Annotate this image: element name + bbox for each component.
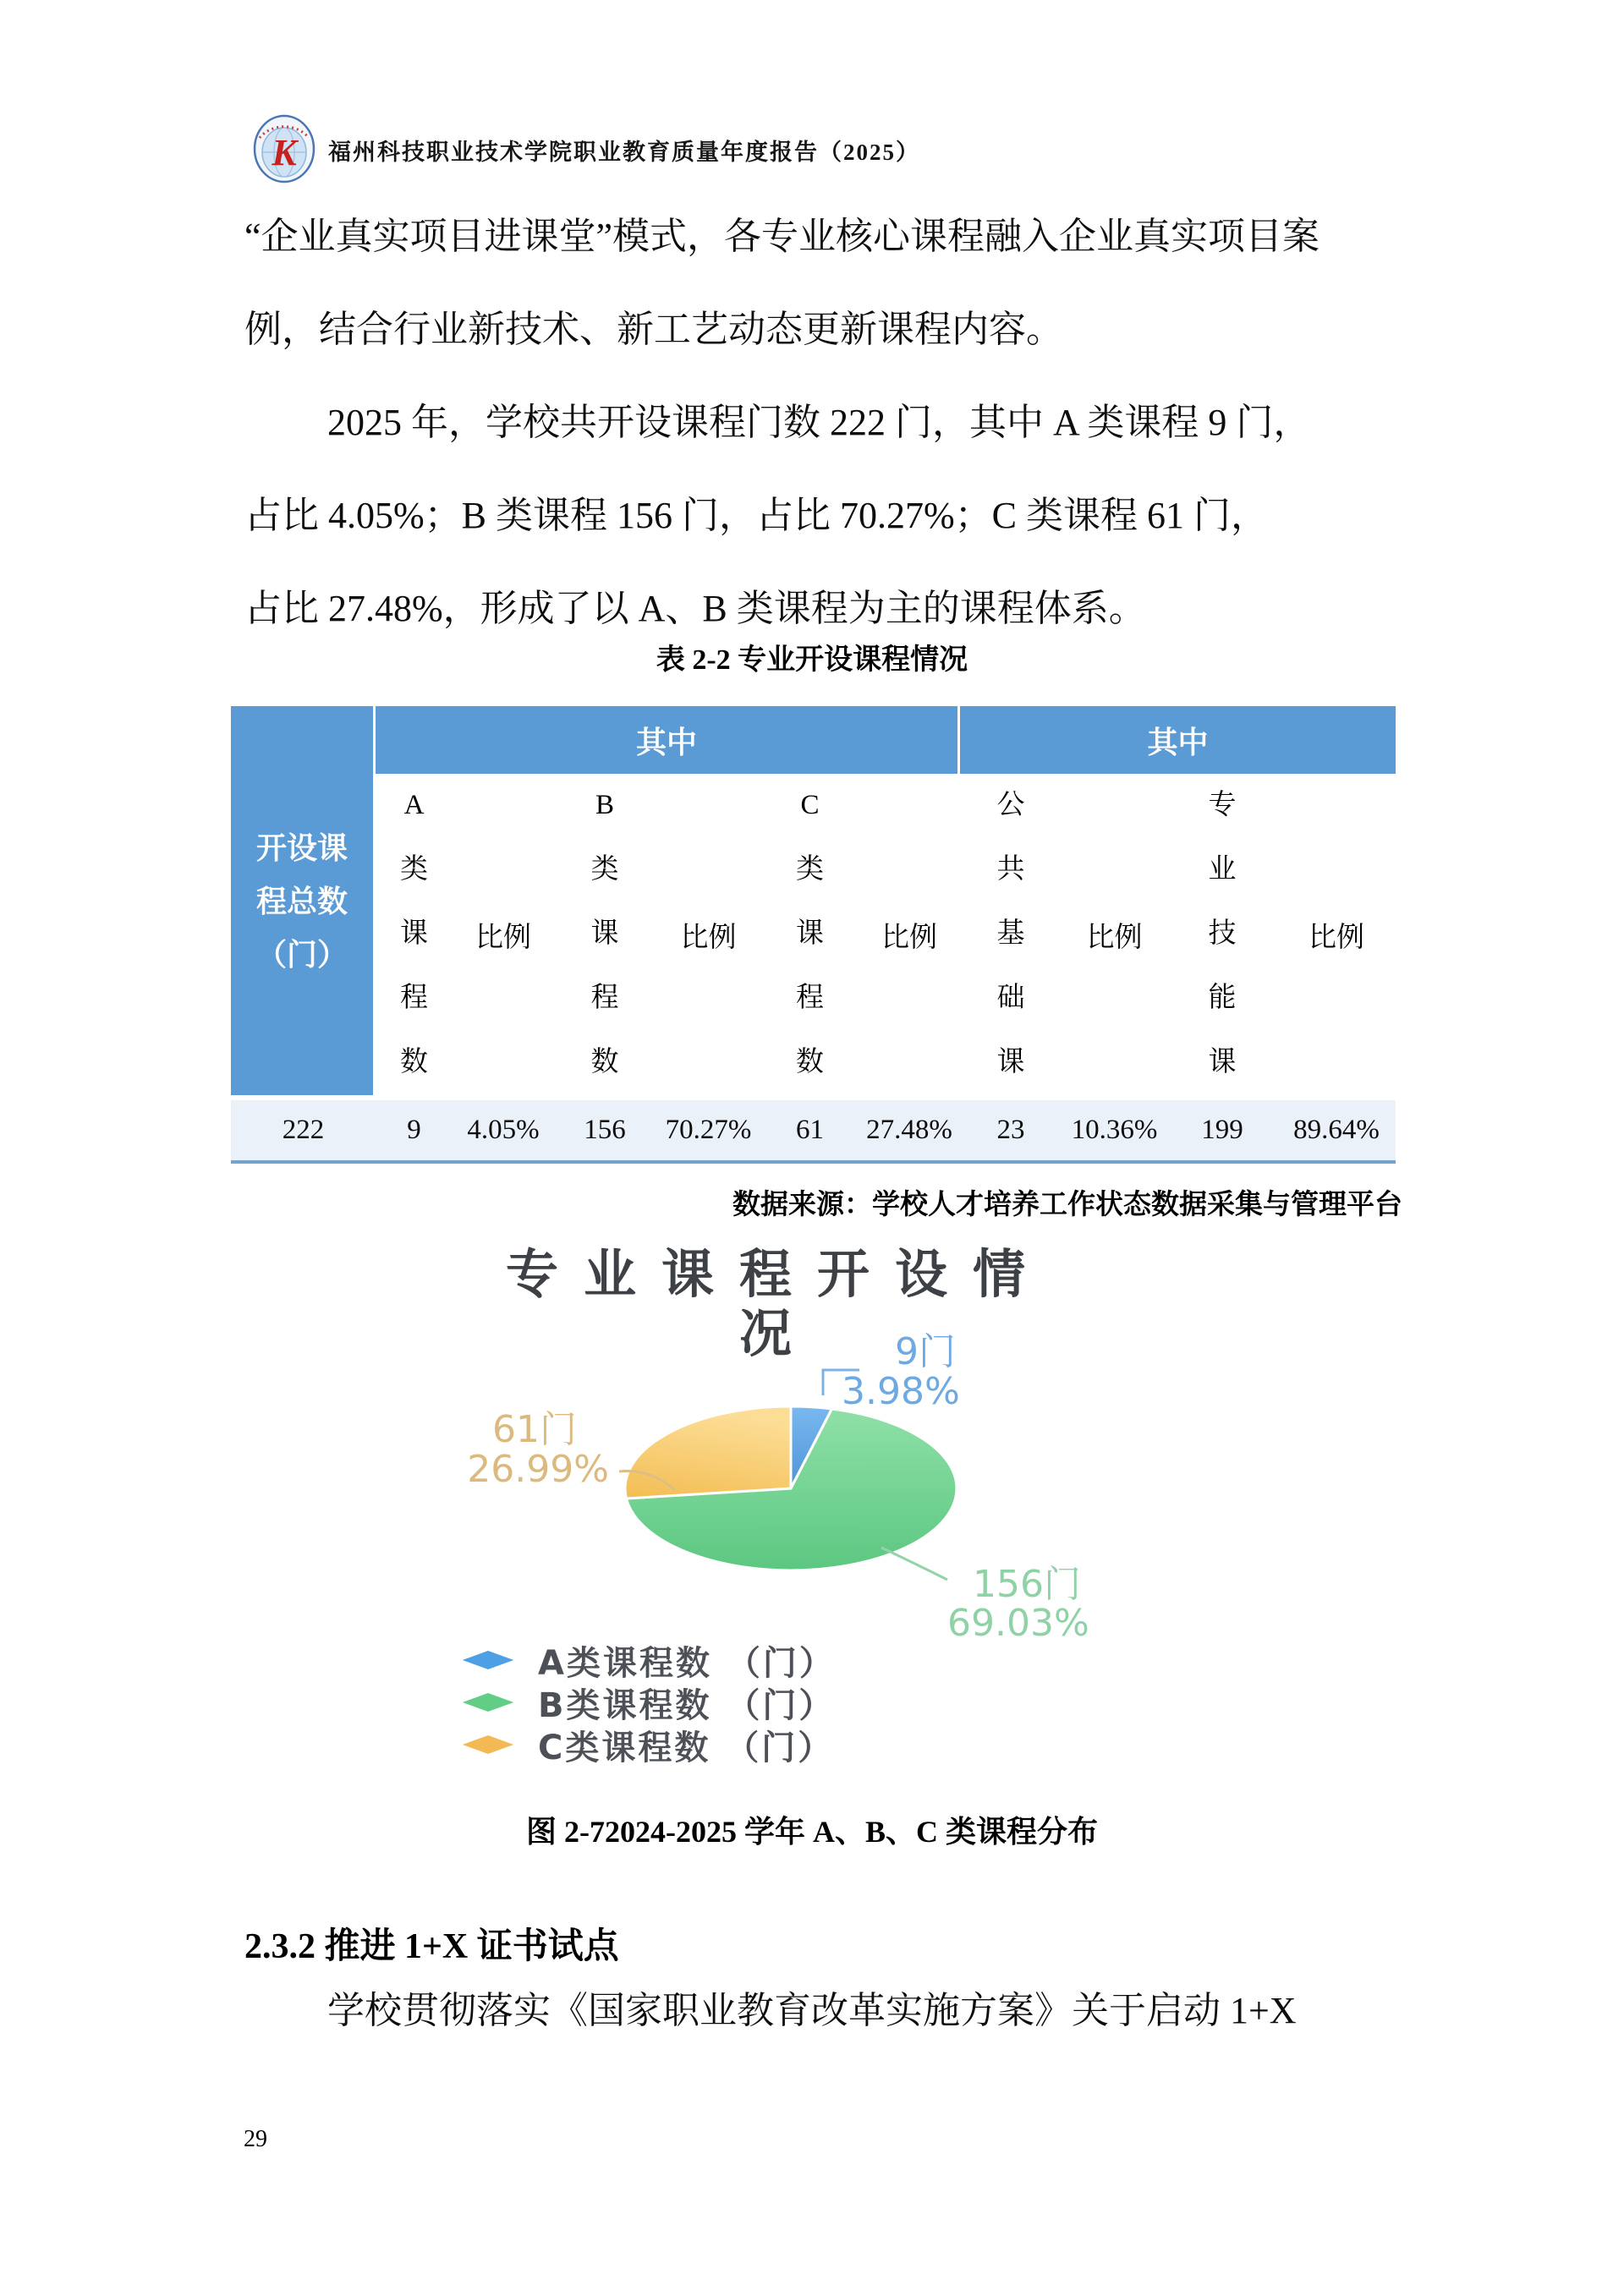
slice-b-pct-label: 69.03% [947,1602,1089,1645]
slice-c-count-label: 61门 [492,1408,577,1451]
paragraph-line: 占比 4.05%；B 类课程 156 门，占比 70.27%；C 类课程 61 门， [244,495,1268,536]
table-cell: 222 [282,1115,325,1145]
table-cell: 27.48% [866,1115,952,1145]
slice-b-count-label: 156门 [973,1563,1081,1606]
table-cell: 23 [996,1115,1025,1145]
legend-label: A类课程数 （门） [538,1643,836,1683]
table-caption: 表 2-2 专业开设课程情况 [656,644,968,676]
table-cell: 4.05% [467,1115,540,1145]
svg-text:K: K [272,132,297,173]
legend-item-c [460,1723,836,1766]
column-header: 比例 [656,774,761,1095]
data-source-note: 数据来源：学校人才培养工作状态数据采集与管理平台 [732,1190,1402,1220]
column-header: 专业技能课 [1167,774,1277,1095]
table-cell: 199 [1201,1115,1243,1145]
paragraph-line: 占比 27.48%，形成了以 A、B 类课程为主的课程体系。 [244,588,1146,629]
paragraph-line: 学校贯彻落实《国家职业教育改革实施方案》关于启动 1+X [327,1990,1297,2031]
header-group-abc: 其中 [376,706,960,774]
legend-item-a [460,1639,836,1681]
school-logo-icon [253,114,315,184]
pie-slice-c [625,1406,791,1499]
legend-item-b [460,1681,836,1723]
courses-table [231,706,1396,1164]
table-data-row [231,1100,1396,1164]
header-group-nature: 其中 [960,706,1396,774]
slice-c-pct-label: 26.99% [467,1448,609,1491]
column-header: 公共基础课 [960,774,1062,1095]
column-header: 比例 [453,774,554,1095]
header-total-courses: 开设课程总数（门） [231,706,376,1095]
column-header: A类课程数 [376,774,453,1095]
paragraph-line: “企业真实项目进课堂”模式，各专业核心课程融入企业真实项目案 [244,216,1320,257]
chart-legend [460,1639,836,1766]
slice-a-pct-label: 3.98% [842,1370,960,1413]
paragraph-line: 2025 年，学校共开设课程门数 222 门，其中 A 类课程 9 门， [327,402,1311,443]
legend-label: C类课程数 （门） [538,1728,835,1767]
legend-label: B类课程数 （门） [538,1685,836,1725]
column-header: B类课程数 [554,774,656,1095]
legend-marker-c-icon [460,1735,516,1754]
report-header-title: 福州科技职业技术学院职业教育质量年度报告（2025） [328,140,920,165]
callout-line-b [881,1548,947,1580]
column-header: 比例 [1277,774,1396,1095]
figure-caption: 图 2-72024-2025 学年 A、B、C 类课程分布 [526,1815,1098,1849]
table-cell: 70.27% [665,1115,752,1145]
column-header: 比例 [859,774,960,1095]
courses-table-header [231,706,1396,1095]
table-cell: 10.36% [1071,1115,1158,1145]
column-header: 比例 [1062,774,1167,1095]
legend-marker-a-icon [460,1651,516,1669]
table-cell: 61 [796,1115,824,1145]
chart-title: 专业课程开设情况 [505,1243,1051,1364]
paragraph-line: 例，结合行业新技术、新工艺动态更新课程内容。 [244,309,1063,350]
column-header: C类课程数 [761,774,859,1095]
table-cell: 89.64% [1293,1115,1380,1145]
section-heading: 2.3.2 推进 1+X 证书试点 [244,1927,619,1966]
table-cell: 156 [584,1115,626,1145]
page-number: 29 [244,2126,267,2152]
table-cell: 9 [407,1115,421,1145]
slice-a-count-label: 9门 [895,1330,956,1373]
legend-marker-b-icon [460,1693,516,1712]
